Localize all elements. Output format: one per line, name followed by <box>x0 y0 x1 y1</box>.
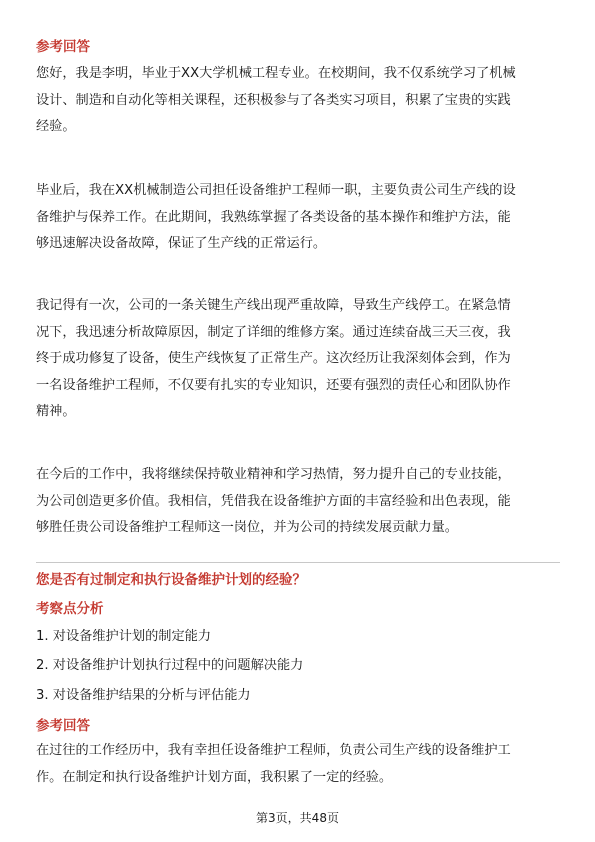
text-line: 够迅速解决设备故障，保证了生产线的正常运行。 <box>36 236 327 251</box>
text-line: 经验。 <box>36 119 76 134</box>
text-line: 一名设备维护工程师，不仅要有扎实的专业知识，还要有强烈的责任心和团队协作 <box>36 377 511 393</box>
text-line: 精神。 <box>36 404 76 419</box>
text-line: 备维护与保养工作。在此期间，我熟练掌握了各类设备的基本操作和维护方法，能 <box>36 209 511 225</box>
text-line: 毕业后，我在XX机械制造公司担任设备维护工程师一职，主要负责公司生产线的设 <box>36 183 516 198</box>
text-line: 为公司创造更多价值。我相信，凭借我在设备维护方面的丰富经验和出色表现，能 <box>36 493 511 509</box>
analysis-heading: 考察点分析 <box>36 601 104 617</box>
text-line: 够胜任贵公司设备维护工程师这一岗位，并为公司的持续发展贡献力量。 <box>36 520 458 535</box>
text-line: 况下，我迅速分析故障原因，制定了详细的维修方案。通过连续奋战三天三夜，我 <box>36 324 511 340</box>
answer-paragraph-5 <box>36 738 560 791</box>
answer-paragraph-1 <box>36 61 560 141</box>
text-line: 我记得有一次，公司的一条关键生产线出现严重故障，导致生产线停工。在紧急情 <box>36 298 511 313</box>
reference-answer-heading-2: 参考回答 <box>36 718 90 734</box>
answer-paragraph-2 <box>36 178 560 258</box>
text-line: 设计、制造和自动化等相关课程，还积极参与了各类实习项目，积累了宝贵的实践 <box>36 92 511 108</box>
reference-answer-heading: 参考回答 <box>36 39 90 55</box>
answer-paragraph-4 <box>36 462 560 542</box>
analysis-item: 2. 对设备维护计划执行过程中的问题解决能力 <box>36 658 304 673</box>
section-divider <box>36 562 560 563</box>
text-line: 终于成功修复了设备，使生产线恢复了正常生产。这次经历让我深刻体会到，作为 <box>36 351 511 366</box>
text-line: 作。在制定和执行设备维护计划方面，我积累了一定的经验。 <box>36 769 393 785</box>
analysis-item: 3. 对设备维护结果的分析与评估能力 <box>36 688 251 703</box>
answer-paragraph-3 <box>36 293 560 426</box>
text-line: 在过往的工作经历中，我有幸担任设备维护工程师，负责公司生产线的设备维护工 <box>36 743 511 758</box>
analysis-item: 1. 对设备维护计划的制定能力 <box>36 629 212 644</box>
interview-question: 您是否有过制定和执行设备维护计划的经验？ <box>36 572 306 588</box>
text-line: 在今后的工作中，我将继续保持敬业精神和学习热情，努力提升自己的专业技能， <box>36 467 511 482</box>
page-number: 第3页，共48页 <box>256 811 339 825</box>
text-line: 您好，我是李明，毕业于XX大学机械工程专业。在校期间，我不仅系统学习了机械 <box>36 66 516 81</box>
